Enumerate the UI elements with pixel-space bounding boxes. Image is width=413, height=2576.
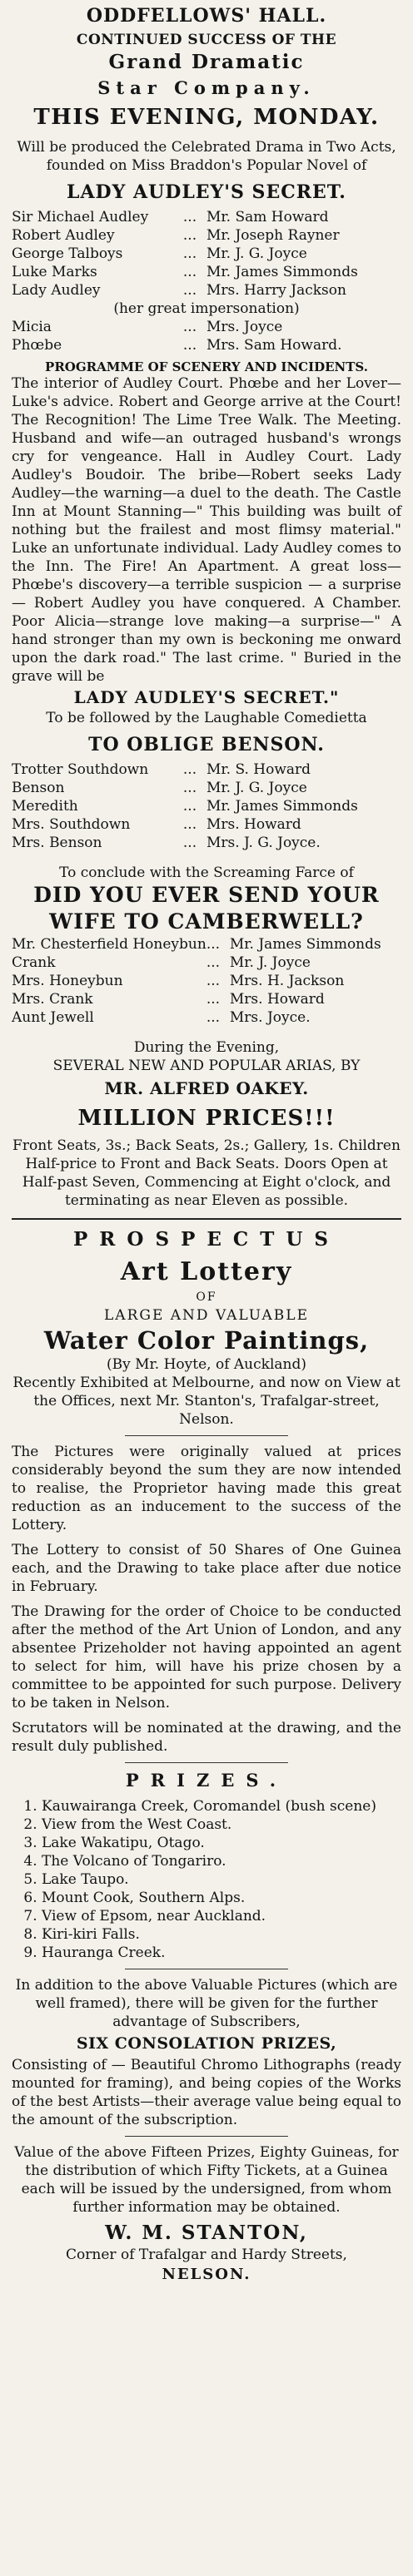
cast-table-1b bbox=[12, 318, 401, 354]
programme-text: The interior of Audley Court. Phœbe and her Lover—Luke's advice. Robert and George arrive at the Court! The Recognition! The Lime Tree Walk. The Meeting. Husband and wife—an outraged husband's wrongs cry for vengeance. Hall in Audley Court. Lady Audley's Boudoir. The bribe—Robert seeks Lady Audley—the warning—a duel to the death. The Castle Inn at Mount Stanning—" This building was built of nothing but the frailest and most flimsy material." Luke an unfortunate individual. Lady Audley comes to the Inn. The Fire! An Apartment. A great loss—Phœbe's discovery—a terrible suspicion — a surprise — Robert Audley you have conquered. A Chamber. Poor Alicia—strange love making—a surprise—" A hand stronger than my own is beckoning me onward upon the dark road." The last crime. " Buried in the grave will be bbox=[12, 375, 401, 685]
cast-table-2 bbox=[12, 760, 401, 852]
secret-line: LADY AUDLEY'S SECRET." bbox=[73, 687, 340, 707]
role: Trotter Southdown bbox=[12, 761, 149, 778]
cast-row: Benson ... Mr. J. G. Joyce bbox=[12, 779, 401, 797]
followed-line: To be followed by the Laughable Comedietta bbox=[46, 710, 367, 726]
this-evening: THIS EVENING, MONDAY. bbox=[33, 105, 380, 130]
prizes-heading: PRIZES. bbox=[125, 1770, 288, 1791]
paragraph-1: The Pictures were originally valued at prices considerably beyond the sum they are now intended to realise, the Proprietor having made this great reduction as an inducement to the success of the Lottery. bbox=[12, 1444, 401, 1533]
cast-row: Mrs. Southdown ... Mrs. Howard bbox=[12, 815, 401, 834]
during-line: During the Evening, bbox=[133, 1039, 280, 1056]
cast-row: Meredith ... Mr. James Simmonds bbox=[12, 797, 401, 815]
programme-title: PROGRAMME OF SCENERY AND INCIDENTS. bbox=[45, 359, 368, 374]
signature-name: W. M. STANTON, bbox=[105, 2222, 308, 2244]
arias-line: SEVERAL NEW AND POPULAR ARIAS, BY bbox=[52, 1058, 361, 1074]
consisting-text: Consisting of — Beautiful Chromo Lithographs (ready mounted for framing), and being copies of the Works of the best Artists—their average value being equal to the amount of the subscription. bbox=[12, 2057, 401, 2128]
cast-row: Phœbe ... Mrs. Sam Howard. bbox=[12, 336, 401, 354]
farce-title-1: DID YOU EVER SEND YOUR bbox=[33, 883, 380, 907]
role: Mrs. Benson bbox=[12, 835, 102, 851]
large-line: LARGE AND VALUABLE bbox=[104, 1307, 309, 1324]
cast-row: Micia ... Mrs. Joyce bbox=[12, 318, 401, 336]
comedietta-title: TO OBLIGE BENSON. bbox=[88, 734, 325, 755]
exhibited-text: Recently Exhibited at Melbourne, and now on View at the Offices, next Mr. Stanton's, Trafalgar-street, Nelson. bbox=[12, 1375, 401, 1428]
cast-row: Robert Audley ... Mr. Joseph Rayner bbox=[12, 226, 401, 245]
cast-row: Aunt Jewell ... Mrs. Joyce. bbox=[12, 1008, 401, 1027]
signature-address: Corner of Trafalgar and Hardy Streets, bbox=[66, 2247, 347, 2263]
hall-heading: ODDFELLOWS' HALL. bbox=[86, 5, 327, 27]
list-item: 1. Kauwairanga Creek, Coromandel (bush scene) bbox=[42, 1797, 401, 1816]
role: Robert Audley bbox=[12, 227, 115, 244]
list-item: 9. Hauranga Creek. bbox=[42, 1944, 401, 1962]
of-line: OF bbox=[196, 1290, 217, 1304]
cast-row: Luke Marks ... Mr. James Simmonds bbox=[12, 263, 401, 281]
role: Phœbe bbox=[12, 337, 62, 354]
value-text: Value of the above Fifteen Prizes, Eighty Guineas, for the distribution of which Fifty Tickets, at a Guinea each will be issued by the undersigned, from whom further information may be obtained. bbox=[14, 2144, 399, 2216]
actor: Mr. S. Howard bbox=[206, 761, 311, 778]
cast-row: Crank ... Mr. J. Joyce bbox=[12, 954, 401, 972]
cast-row: George Talboys ... Mr. J. G. Joyce bbox=[12, 245, 401, 263]
cast-row: Sir Michael Audley ... Mr. Sam Howard bbox=[12, 208, 401, 226]
prospectus-heading: PROSPECTUS bbox=[73, 1228, 340, 1251]
million-prices: MILLION PRICES!!! bbox=[77, 1106, 336, 1131]
continued-line: CONTINUED SUCCESS OF THE bbox=[76, 32, 337, 48]
cast-row: Mr. Chesterfield Honeybun ... Mr. James Simmonds bbox=[12, 935, 401, 954]
impersonation-note: (her great impersonation) bbox=[113, 300, 300, 317]
six-prizes-line: SIX CONSOLATION PRIZES, bbox=[76, 2034, 337, 2053]
paragraph-2: The Lottery to consist of 50 Shares of One Guinea each, and the Drawing to take place after due notice in February. bbox=[12, 1542, 401, 1595]
company-line-1: Grand Dramatic bbox=[108, 51, 305, 73]
actor: Mr. J. G. Joyce bbox=[206, 780, 307, 796]
cast-row: Trotter Southdown ... Mr. S. Howard bbox=[12, 760, 401, 779]
actor: Mrs. Howard bbox=[229, 991, 325, 1008]
short-rule bbox=[125, 1762, 289, 1763]
actor: Mrs. Sam Howard. bbox=[206, 337, 342, 354]
actor: Mrs. J. G. Joyce. bbox=[206, 835, 321, 851]
role: Micia bbox=[12, 319, 52, 335]
list-item: 7. View of Epsom, near Auckland. bbox=[42, 1907, 401, 1925]
role: Mrs. Crank bbox=[12, 991, 93, 1008]
actor: Mr. James Simmonds bbox=[206, 798, 358, 815]
role: Crank bbox=[12, 954, 56, 971]
water-color-heading: Water Color Paintings, bbox=[43, 1326, 370, 1355]
short-rule bbox=[125, 2136, 289, 2137]
short-rule bbox=[125, 1435, 289, 1436]
actor: Mr. J. Joyce bbox=[229, 954, 311, 971]
conclude-line: To conclude with the Screaming Farce of bbox=[59, 864, 354, 881]
addition-text: In addition to the above Valuable Pictures (which are well framed), there will be given for the further advantage of Subscribers, bbox=[15, 1977, 398, 2030]
oakey-line: MR. ALFRED OAKEY. bbox=[104, 1078, 309, 1098]
list-item: 5. Lake Taupo. bbox=[42, 1870, 401, 1889]
paragraph-3: The Drawing for the order of Choice to be conducted after the method of the Art Union of London, and any absentee Prizeholder not having appointed an agent to select for him, will have his prize chosen by a committee to be appointed for such purpose. Delivery to be taken in Nelson. bbox=[12, 1603, 401, 1712]
prices-text: Front Seats, 3s.; Back Seats, 2s.; Gallery, 1s. Children Half-price to Front and Back Seats. Doors Open at Half-past Seven, Commencing at Eight o'clock, and terminating as near Eleven as possible. bbox=[12, 1137, 401, 1209]
role: Mr. Chesterfield Honeybun bbox=[12, 936, 206, 953]
actor: Mr. Sam Howard bbox=[206, 209, 329, 225]
actor: Mrs. Joyce bbox=[206, 319, 283, 335]
actor: Mrs. H. Jackson bbox=[229, 973, 345, 989]
list-item: 6. Mount Cook, Southern Alps. bbox=[42, 1889, 401, 1907]
actor: Mrs. Howard bbox=[206, 816, 301, 833]
art-lottery-heading: Art Lottery bbox=[120, 1257, 293, 1286]
cast-table-1 bbox=[12, 208, 401, 300]
actor: Mr. James Simmonds bbox=[229, 936, 381, 953]
role: Mrs. Honeybun bbox=[12, 973, 123, 989]
role: Sir Michael Audley bbox=[12, 209, 149, 225]
prizes-list bbox=[12, 1797, 401, 1962]
list-item: 3. Lake Wakatipu, Otago. bbox=[42, 1834, 401, 1852]
list-item: 4. The Volcano of Tongariro. bbox=[42, 1852, 401, 1870]
cast-row: Lady Audley ... Mrs. Harry Jackson bbox=[12, 281, 401, 300]
cast-table-3 bbox=[12, 935, 401, 1027]
actor: Mr. Joseph Rayner bbox=[206, 227, 340, 244]
play-title: LADY AUDLEY'S SECRET. bbox=[67, 181, 346, 203]
actor: Mr. James Simmonds bbox=[206, 264, 358, 280]
farce-title-2: WIFE TO CAMBERWELL? bbox=[49, 909, 364, 934]
list-item: 2. View from the West Coast. bbox=[42, 1816, 401, 1834]
signature-city: NELSON. bbox=[162, 2266, 251, 2283]
role: Aunt Jewell bbox=[12, 1009, 94, 1026]
role: Benson bbox=[12, 780, 65, 796]
intro-text: Will be produced the Celebrated Drama in Two Acts, founded on Miss Braddon's Popular Novel of bbox=[17, 139, 396, 174]
actor: Mr. J. G. Joyce bbox=[206, 245, 307, 262]
paragraph-4: Scrutators will be nominated at the drawing, and the result duly published. bbox=[12, 1720, 401, 1755]
by-line: (By Mr. Hoyte, of Auckland) bbox=[107, 1356, 306, 1373]
role: Luke Marks bbox=[12, 264, 97, 280]
role: Mrs. Southdown bbox=[12, 816, 131, 833]
cast-row: Mrs. Crank ... Mrs. Howard bbox=[12, 990, 401, 1008]
section-divider bbox=[12, 1218, 401, 1220]
actor: Mrs. Joyce. bbox=[229, 1009, 311, 1026]
role: Meredith bbox=[12, 798, 78, 815]
cast-row: Mrs. Honeybun ... Mrs. H. Jackson bbox=[12, 972, 401, 990]
company-line-2: Star Company. bbox=[97, 77, 316, 98]
actor: Mrs. Harry Jackson bbox=[206, 282, 346, 299]
role: Lady Audley bbox=[12, 282, 101, 299]
list-item: 8. Kiri-kiri Falls. bbox=[42, 1925, 401, 1944]
role: George Talboys bbox=[12, 245, 123, 262]
cast-row: Mrs. Benson ... Mrs. J. G. Joyce. bbox=[12, 834, 401, 852]
